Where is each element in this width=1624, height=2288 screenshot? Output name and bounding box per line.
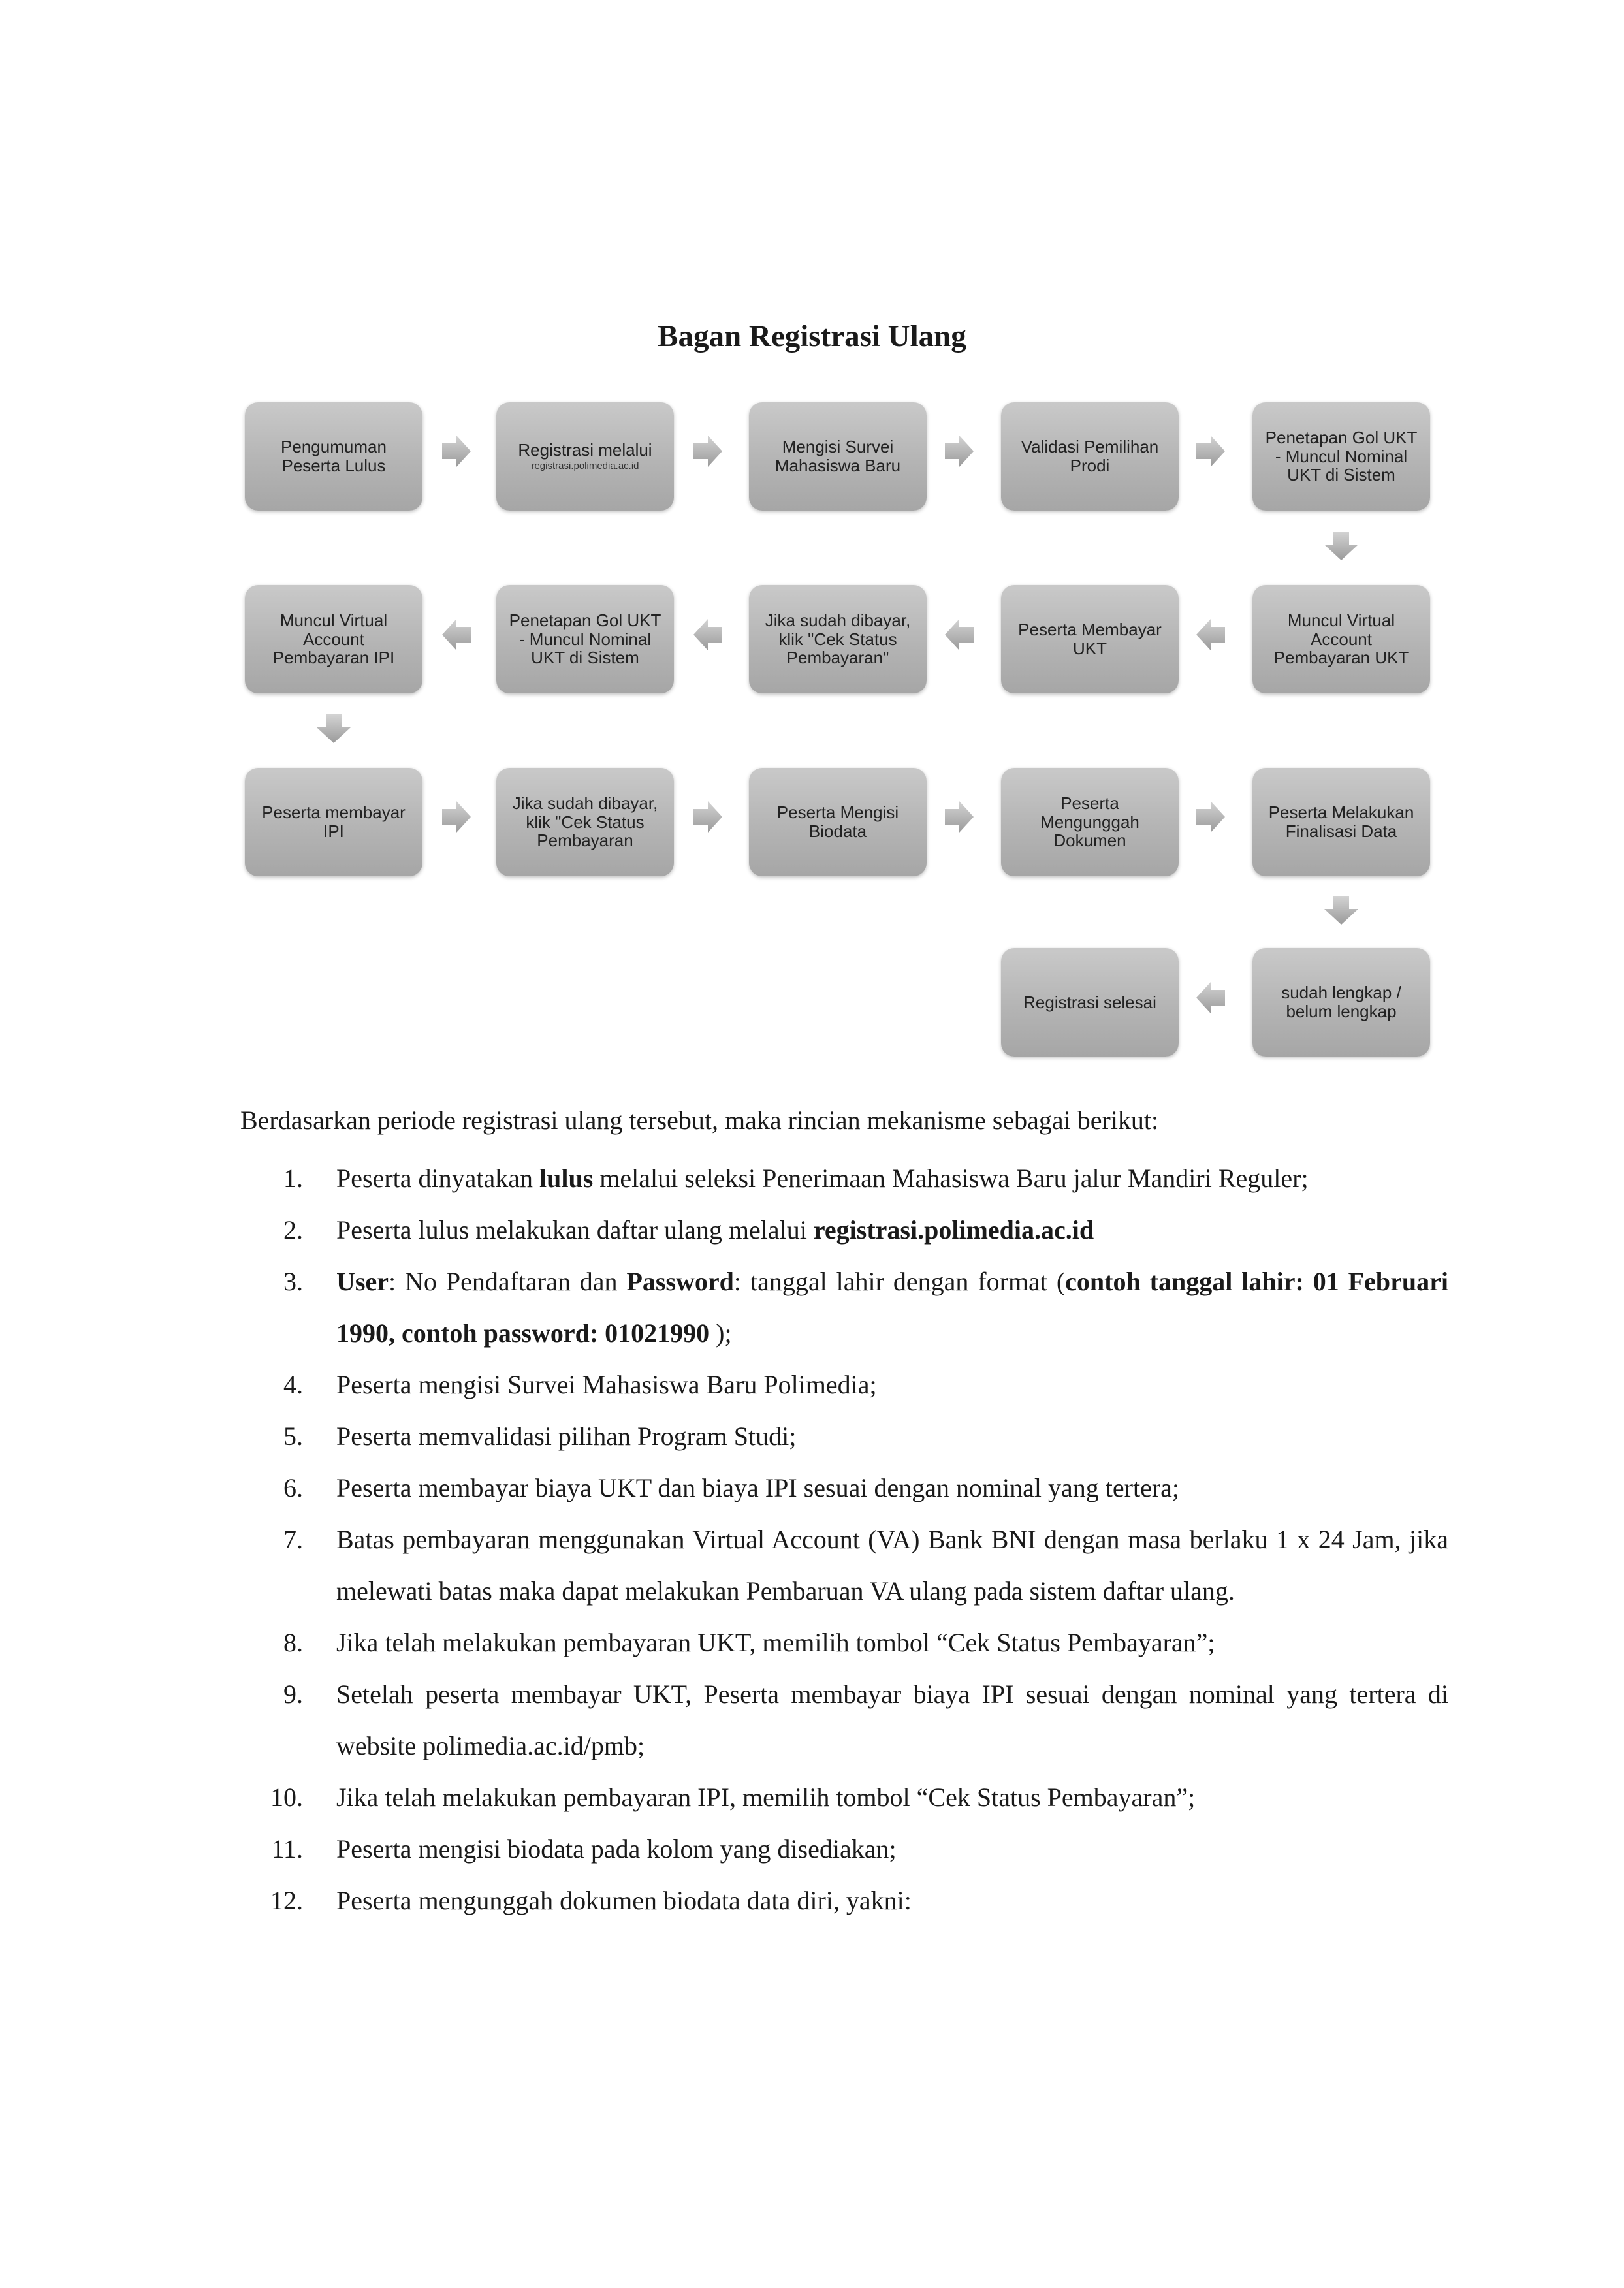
list-item xyxy=(240,1359,1448,1410)
list-item-text xyxy=(336,1359,1448,1410)
list-item-text xyxy=(336,1772,1448,1823)
arrow-left-icon xyxy=(944,618,975,652)
list-item xyxy=(240,1772,1448,1823)
list-item-number: 11. xyxy=(271,1834,303,1864)
flow-box-bayar-ukt: Peserta Membayar UKT xyxy=(1001,585,1179,693)
list-item-text xyxy=(336,1823,1448,1875)
flow-box-registrasi-selesai: Registrasi selesai xyxy=(1001,948,1179,1057)
flow-box-biodata: Peserta Mengisi Biodata xyxy=(749,768,927,876)
flow-box-va-ipi: Muncul Virtual Account Pembayaran IPI xyxy=(245,585,422,693)
text-run: : No Pendaftaran dan xyxy=(388,1267,627,1296)
bold-text: User xyxy=(336,1267,389,1296)
list-item xyxy=(240,1875,1448,1926)
list-item-number: 10. xyxy=(270,1783,303,1812)
text-run: melalui seleksi Penerimaan Mahasiswa Baru jalur Mandiri Reguler; xyxy=(593,1164,1309,1193)
arrow-left-icon xyxy=(441,618,472,652)
list-item xyxy=(240,1514,1448,1617)
flow-box-penetapan-ukt: Penetapan Gol UKT - Muncul Nominal UKT di Sistem xyxy=(1252,402,1430,511)
list-item-number: 8. xyxy=(283,1628,303,1657)
list-item-text xyxy=(336,1617,1448,1668)
arrow-down-icon xyxy=(1323,895,1360,926)
text-run: Peserta mengisi Survei Mahasiswa Baru Polimedia; xyxy=(336,1370,877,1399)
text-run: Peserta memvalidasi pilihan Program Studi; xyxy=(336,1422,797,1451)
bold-text: contoh tanggal lahir: 01 Februari 1990, contoh password: 01021990 xyxy=(336,1267,1448,1348)
text-run: Setelah peserta membayar UKT, Peserta membayar biaya IPI sesuai dengan nominal yang tertera di website polimedia.ac.id/pmb; xyxy=(336,1679,1448,1760)
arrow-right-icon xyxy=(944,800,975,834)
list-item-number: 3. xyxy=(283,1267,303,1296)
arrow-down-icon xyxy=(1323,530,1360,562)
list-item-number: 7. xyxy=(283,1525,303,1554)
list-item xyxy=(240,1668,1448,1772)
arrow-right-icon xyxy=(441,800,472,834)
registrasi-url: registrasi.polimedia.ac.id xyxy=(531,460,639,472)
intro-paragraph: Berdasarkan periode registrasi ulang tersebut, maka rincian mekanisme sebagai berikut: xyxy=(240,1105,1159,1135)
flow-box-pengumuman: Pengumuman Peserta Lulus xyxy=(245,402,422,511)
list-item xyxy=(240,1823,1448,1875)
text-run: Peserta mengunggah dokumen biodata data diri, yakni: xyxy=(336,1886,912,1915)
bold-text: registrasi.polimedia.ac.id xyxy=(813,1215,1094,1245)
list-item-text xyxy=(336,1152,1448,1204)
page-title: Bagan Registrasi Ulang xyxy=(658,319,966,353)
text-run: Peserta lulus melakukan daftar ulang melalui xyxy=(336,1215,814,1245)
flow-box-validasi: Validasi Pemilihan Prodi xyxy=(1001,402,1179,511)
text-run: Peserta mengisi biodata pada kolom yang disediakan; xyxy=(336,1834,897,1864)
list-item-text xyxy=(336,1875,1448,1926)
bold-text: Password xyxy=(626,1267,734,1296)
arrow-left-icon xyxy=(1195,981,1226,1015)
list-item xyxy=(240,1462,1448,1514)
flow-box-va-ukt: Muncul Virtual Account Pembayaran UKT xyxy=(1252,585,1430,693)
arrow-right-icon xyxy=(692,800,724,834)
list-item-text xyxy=(336,1256,1448,1359)
list-item xyxy=(240,1410,1448,1462)
flow-box-survei: Mengisi Survei Mahasiswa Baru xyxy=(749,402,927,511)
arrow-right-icon xyxy=(944,434,975,468)
list-item-number: 1. xyxy=(283,1164,303,1193)
list-item-number: 9. xyxy=(283,1679,303,1709)
list-item-text xyxy=(336,1462,1448,1514)
text-run: Jika telah melakukan pembayaran UKT, memilih tombol “Cek Status Pembayaran”; xyxy=(336,1628,1215,1657)
arrow-down-icon xyxy=(315,713,352,744)
steps-list xyxy=(240,1152,1448,1926)
list-item-text xyxy=(336,1204,1448,1256)
flow-box-unggah-dokumen: Peserta Mengunggah Dokumen xyxy=(1001,768,1179,876)
list-item-number: 2. xyxy=(283,1215,303,1245)
arrow-right-icon xyxy=(1195,434,1226,468)
arrow-right-icon xyxy=(441,434,472,468)
list-item xyxy=(240,1617,1448,1668)
list-item-text xyxy=(336,1668,1448,1772)
list-item-text xyxy=(336,1514,1448,1617)
list-item-number: 6. xyxy=(283,1473,303,1502)
flow-box-penetapan-ukt-2: Penetapan Gol UKT - Muncul Nominal UKT di Sistem xyxy=(496,585,674,693)
text-run: : tanggal lahir dengan format ( xyxy=(733,1267,1066,1296)
list-item xyxy=(240,1204,1448,1256)
arrow-right-icon xyxy=(1195,800,1226,834)
flow-box-cek-status-ipi: Jika sudah dibayar, klik "Cek Status Pembayaran xyxy=(496,768,674,876)
text-run: Peserta membayar biaya UKT dan biaya IPI sesuai dengan nominal yang tertera; xyxy=(336,1473,1180,1502)
list-item-number: 5. xyxy=(283,1422,303,1451)
text-run: Peserta dinyatakan xyxy=(336,1164,539,1193)
flow-box-registrasi: Registrasi melalui registrasi.polimedia.ac.id xyxy=(496,402,674,511)
list-item-text xyxy=(336,1410,1448,1462)
flow-box-bayar-ipi: Peserta membayar IPI xyxy=(245,768,422,876)
list-item xyxy=(240,1152,1448,1204)
text-run: Batas pembayaran menggunakan Virtual Account (VA) Bank BNI dengan masa berlaku 1 x 24 Jam, jika melewati batas maka dapat melakukan Pembaruan VA ulang pada sistem daftar ulang. xyxy=(336,1525,1448,1606)
flow-box-finalisasi: Peserta Melakukan Finalisasi Data xyxy=(1252,768,1430,876)
arrow-right-icon xyxy=(692,434,724,468)
arrow-left-icon xyxy=(692,618,724,652)
text-run: Jika telah melakukan pembayaran IPI, memilih tombol “Cek Status Pembayaran”; xyxy=(336,1783,1196,1812)
text-run: ); xyxy=(709,1318,732,1348)
flow-box-cek-status-ukt: Jika sudah dibayar, klik "Cek Status Pembayaran" xyxy=(749,585,927,693)
list-item-number: 4. xyxy=(283,1370,303,1399)
list-item xyxy=(240,1256,1448,1359)
list-item-number: 12. xyxy=(270,1886,303,1915)
arrow-left-icon xyxy=(1195,618,1226,652)
bold-text: lulus xyxy=(539,1164,594,1193)
flow-box-lengkap: sudah lengkap / belum lengkap xyxy=(1252,948,1430,1057)
